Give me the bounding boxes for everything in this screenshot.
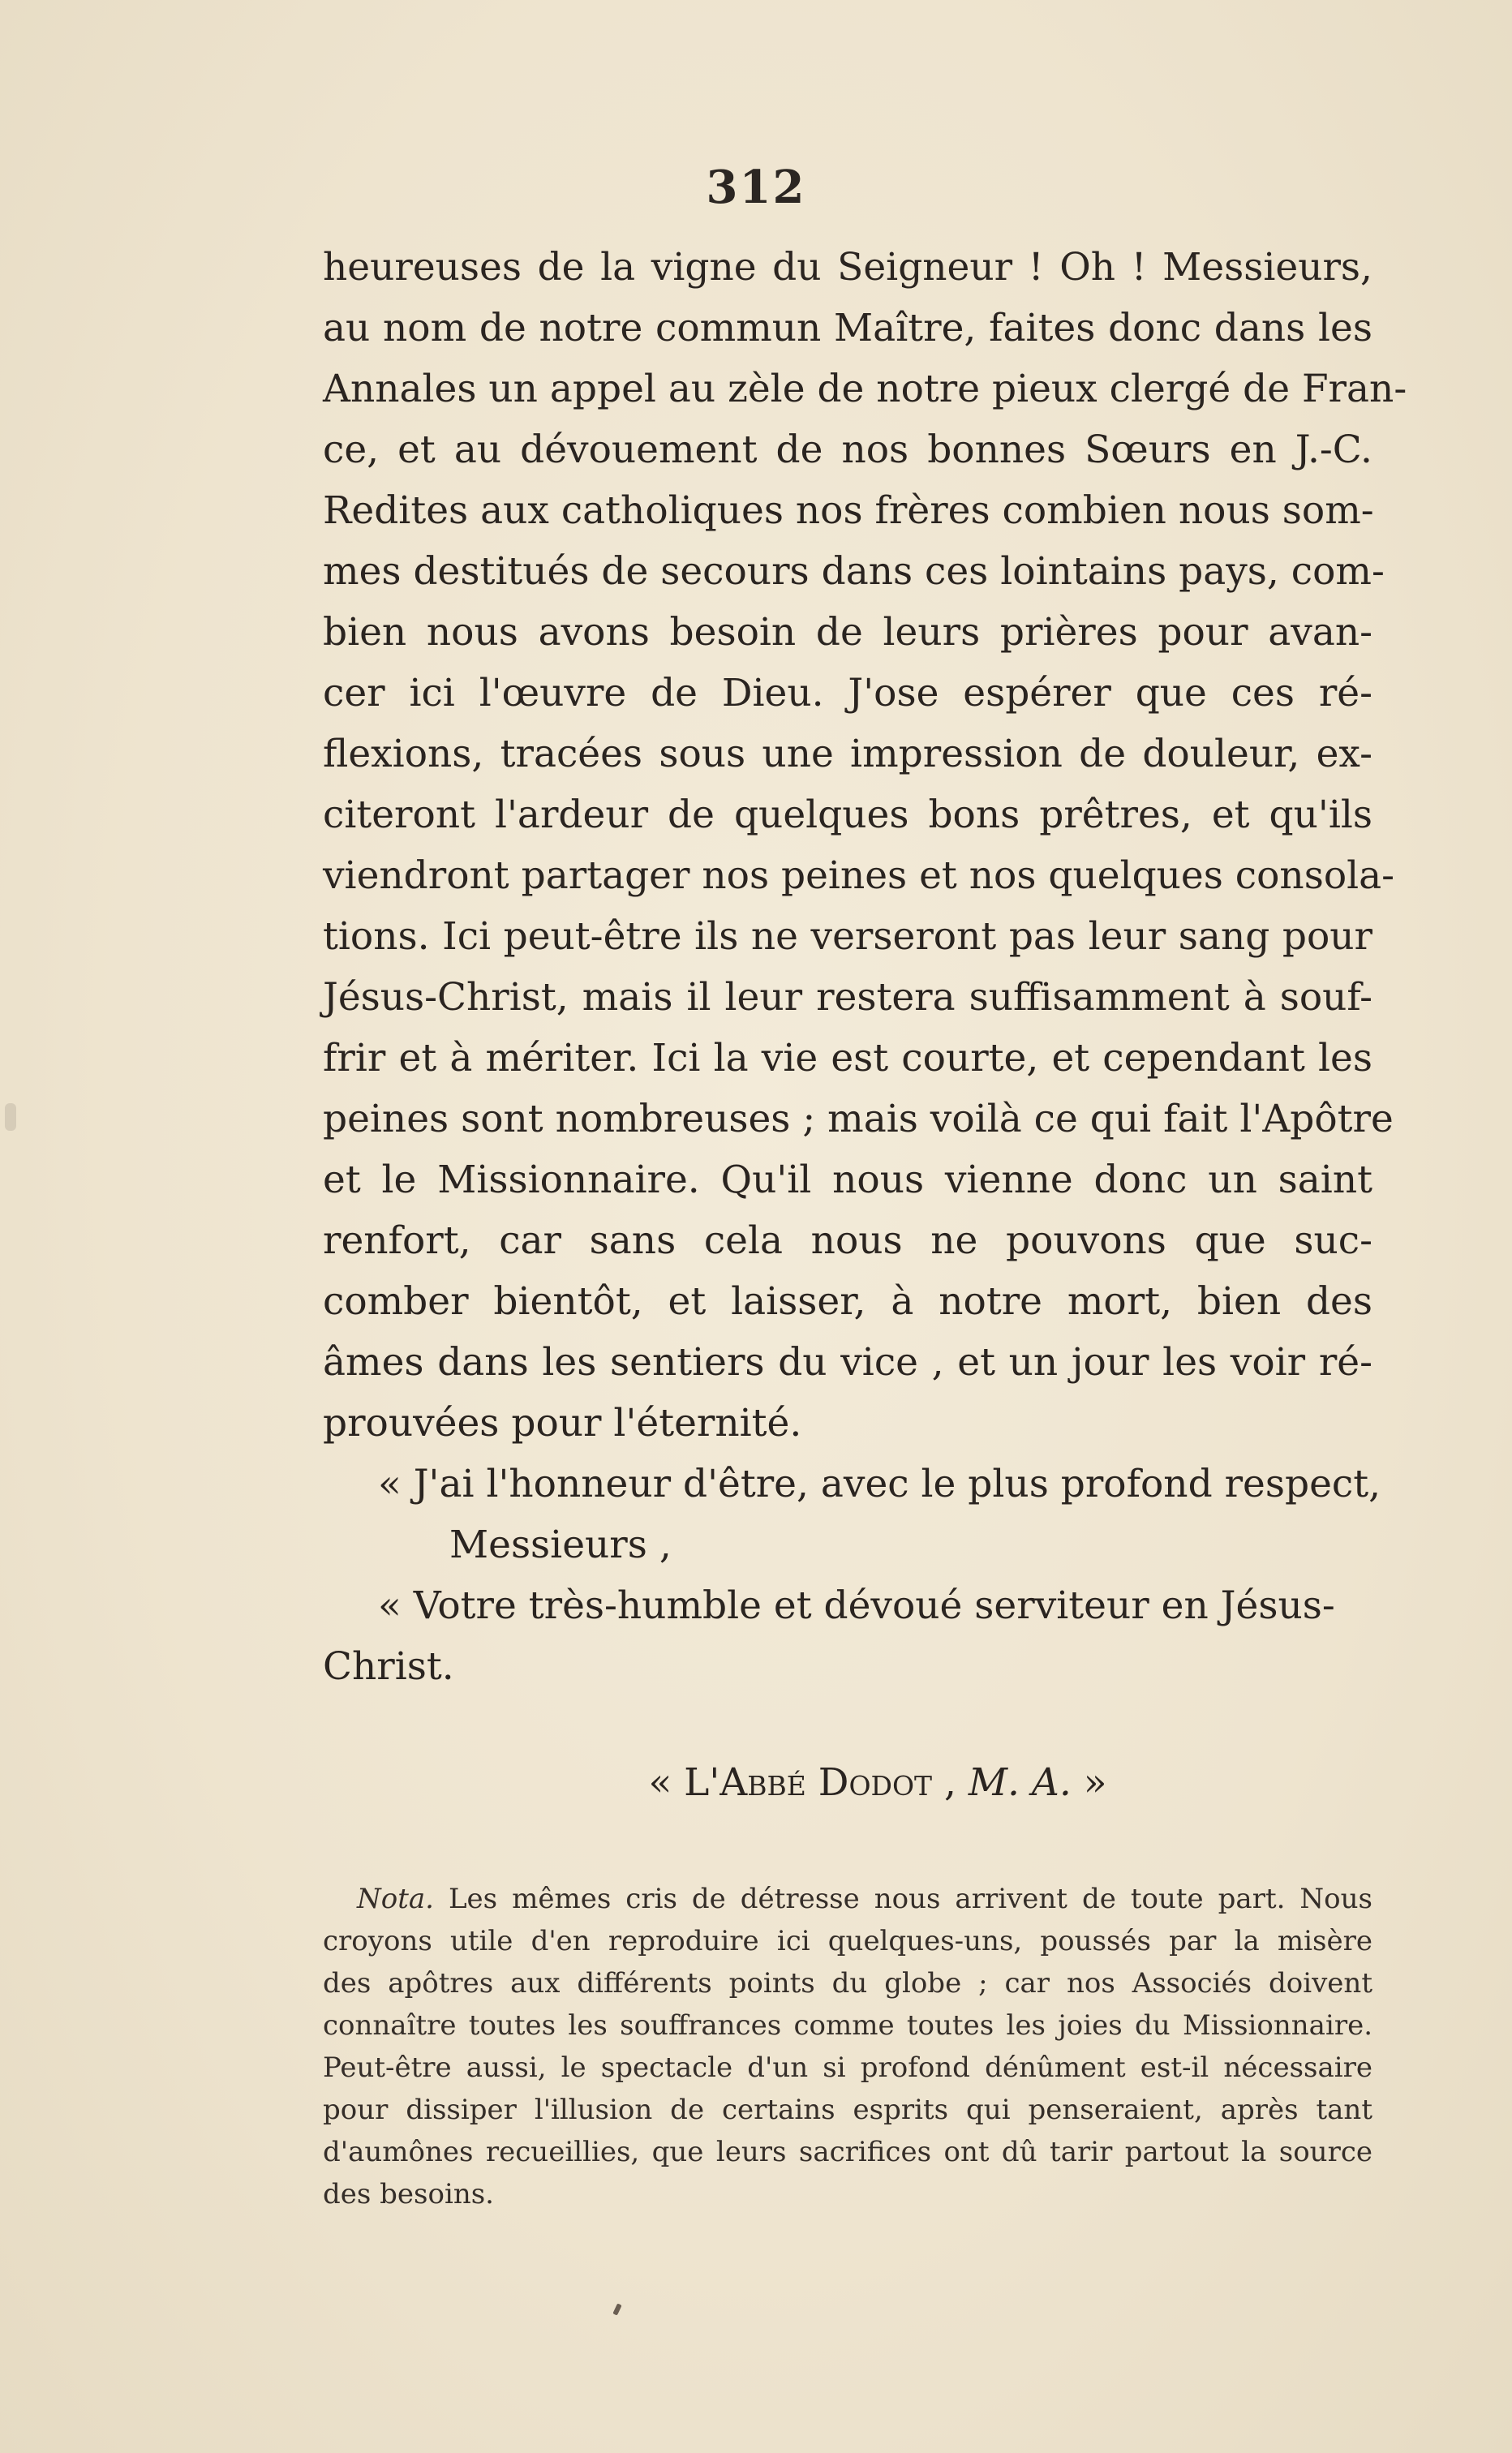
ink-speck — [612, 2303, 621, 2315]
body-line: frir et à mériter. Ici la vie est courte, et cependant les — [323, 1036, 1372, 1080]
closing-servant-line-end: Christ. — [323, 1644, 454, 1689]
body-line: Annales un appel au zèle de notre pieux clergé de Fran- — [323, 367, 1407, 411]
note-line — [323, 1878, 1372, 1920]
note-lead: Nota. — [357, 1883, 434, 1915]
closing-servant-line: « Votre très-humble et dévoué serviteur en Jésus- — [378, 1583, 1335, 1628]
body-line: bien nous avons besoin de leurs prières pour avan- — [323, 610, 1372, 655]
note-line-text: Les mêmes cris de détresse nous arrivent de toute part. Nous — [448, 1883, 1372, 1915]
note-line: Peut-être aussi, le spectacle d'un si profond dénûment est-il nécessaire — [323, 2051, 1372, 2084]
body-line: heureuses de la vigne du Seigneur ! Oh ! Messieurs, — [323, 245, 1372, 290]
note-line: d'aumônes recueillies, que leurs sacrifices ont dû tarir partout la source — [323, 2136, 1372, 2168]
editor-note — [323, 1878, 1372, 2215]
body-line: au nom de notre commun Maître, faites donc dans les — [323, 306, 1372, 350]
body-line: citeront l'ardeur de quelques bons prêtres, et qu'ils — [323, 793, 1372, 837]
signature-abbreviation: M. A. — [968, 1760, 1072, 1805]
body-line: renfort, car sans cela nous ne pouvons que suc- — [323, 1218, 1372, 1263]
body-line: mes destitués de secours dans ces lointains pays, com- — [323, 549, 1385, 594]
body-line: viendront partager nos peines et nos quelques consola- — [323, 853, 1395, 898]
signature — [0, 1752, 1512, 1813]
note-line: connaître toutes les souffrances comme toutes les joies du Missionnaire. — [323, 2009, 1372, 2042]
note-line: des besoins. — [323, 2178, 494, 2210]
body-line: Redites aux catholiques nos frères combien nous som- — [323, 488, 1374, 533]
body-line: ce, et au dévouement de nos bonnes Sœurs en J.-C. — [323, 427, 1372, 472]
closing-salutation: Messieurs , — [449, 1523, 672, 1567]
body-line: tions. Ici peut-être ils ne verseront pas leur sang pour — [323, 914, 1372, 959]
body-line: prouvées pour l'éternité. — [323, 1401, 802, 1446]
body-line: âmes dans les sentiers du vice , et un jour les voir ré- — [323, 1340, 1372, 1385]
note-line: des apôtres aux différents points du globe ; car nos Associés doivent — [323, 1967, 1372, 2000]
page-edge-mark — [5, 1103, 16, 1131]
note-line: pour dissiper l'illusion de certains esprits qui penseraient, après tant — [323, 2094, 1372, 2126]
note-line: croyons utile d'en reproduire ici quelques-uns, poussés par la misère — [323, 1925, 1372, 1957]
body-line: et le Missionnaire. Qu'il nous vienne donc un saint — [323, 1158, 1372, 1202]
body-line: Jésus-Christ, mais il leur restera suffisamment à souf- — [323, 975, 1372, 1020]
body-line: cer ici l'œuvre de Dieu. J'ose espérer que ces ré- — [323, 671, 1372, 715]
letter-body — [323, 237, 1407, 1697]
body-line: peines sont nombreuses ; mais voilà ce qui fait l'Apôtre — [323, 1097, 1394, 1141]
signature-close-quote: » — [1083, 1760, 1107, 1805]
body-line: flexions, tracées sous une impression de douleur, ex- — [323, 732, 1372, 776]
signature-name: « L'Abbé Dodot , — [648, 1760, 956, 1805]
page-number: 312 — [706, 161, 806, 214]
closing-respect-line: « J'ai l'honneur d'être, avec le plus profond respect, — [378, 1462, 1381, 1506]
body-line: comber bientôt, et laisser, à notre mort, bien des — [323, 1279, 1372, 1324]
